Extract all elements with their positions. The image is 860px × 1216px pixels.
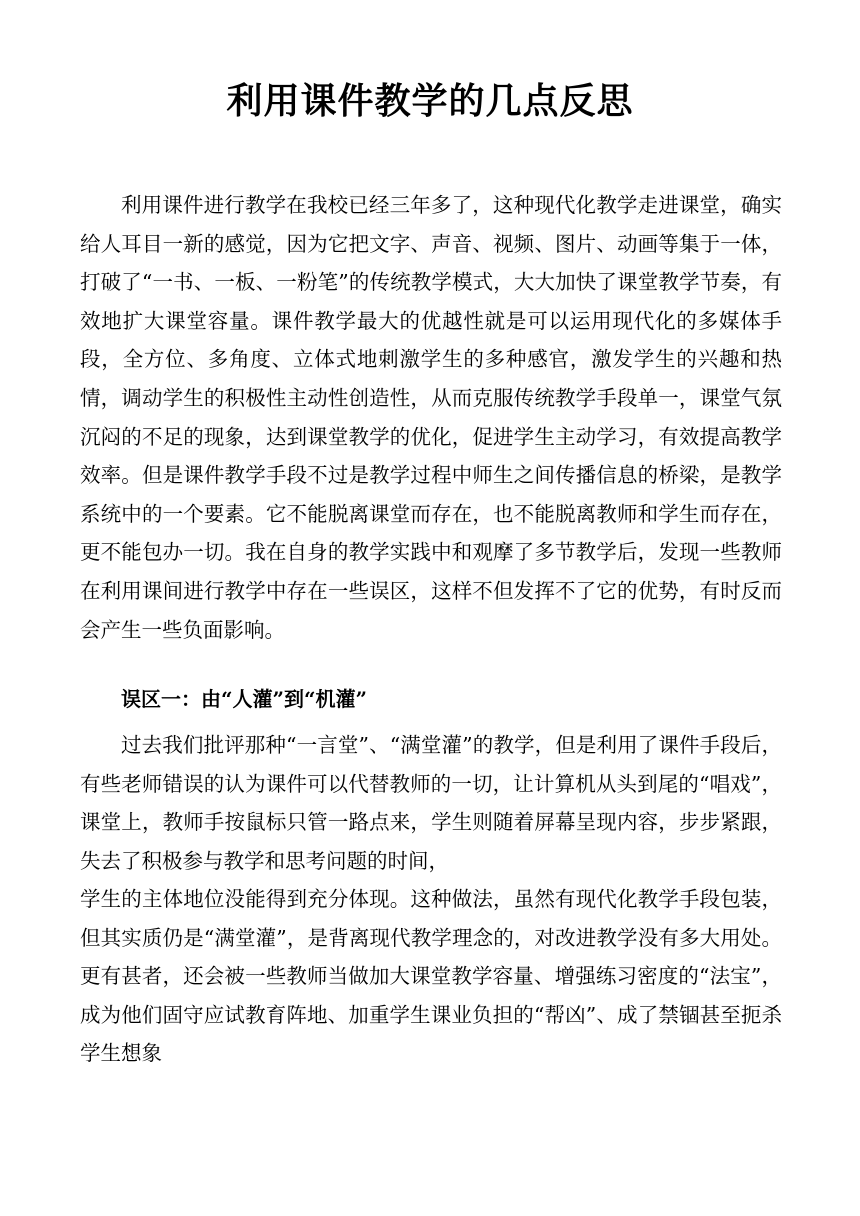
document-title: 利用课件教学的几点反思: [226, 80, 634, 122]
intro-paragraph: 利用课件进行教学在我校已经三年多了，这种现代化教学走进课堂，确实给人耳目一新的感觉，因为它把文字、声音、视频、图片、动画等集于一体，打破了“一书、一板、一粉笔”的传统教学模式，大大加快了课堂教学节奏，有效地扩大课堂容量。课件教学最大的优越性就是可以运用现代化的多媒体手段，全方位、多角度、立体式地刺激学生的多种感官，激发学生的兴趣和热情，调动学生的积极性主动性创造性，从而克服传统教学手段单一，课堂气氛沉闷的不足的现象，达到课堂教学的优化，促进学生主动学习，有效提高教学效率。但是课件教学手段不过是教学过程中师生之间传播信息的桥梁，是教学系统中的一个要素。它不能脱离课堂而存在，也不能脱离教师和学生而存在，更不能包办一切。我在自身的教学实践中和观摩了多节教学后，发现一些教师在利用课间进行教学中存在一些误区，这样不但发挥不了它的优势，有时反而会产生一些负面影响。: [80, 193, 782, 642]
section-paragraph-continued: 学生的主体地位没能得到充分体现。这种做法，虽然有现代化教学手段包装，但其实质仍是“满堂灌”，是背离现代教学理念的，对改进教学没有多大用处。更有甚者，还会被一些教师当做加大课堂教学容量、增强练习密度的“法宝”，成为他们固守应试教育阵地、加重学生课业负担的“帮凶”、成了禁锢甚至扼杀学生想象: [80, 887, 782, 1066]
section-paragraph: 过去我们批评那种“一言堂”、“满堂灌”的教学，但是利用了课件手段后，有些老师错误的认为课件可以代替教师的一切，让计算机从头到尾的“唱戏”，课堂上，教师手按鼠标只管一路点来，学生则随着屏幕呈现内容，步步紧跟，失去了积极参与教学和思考问题的时间，: [80, 733, 782, 873]
section-heading: 误区一：由“人灌”到“机灌”: [121, 687, 368, 711]
